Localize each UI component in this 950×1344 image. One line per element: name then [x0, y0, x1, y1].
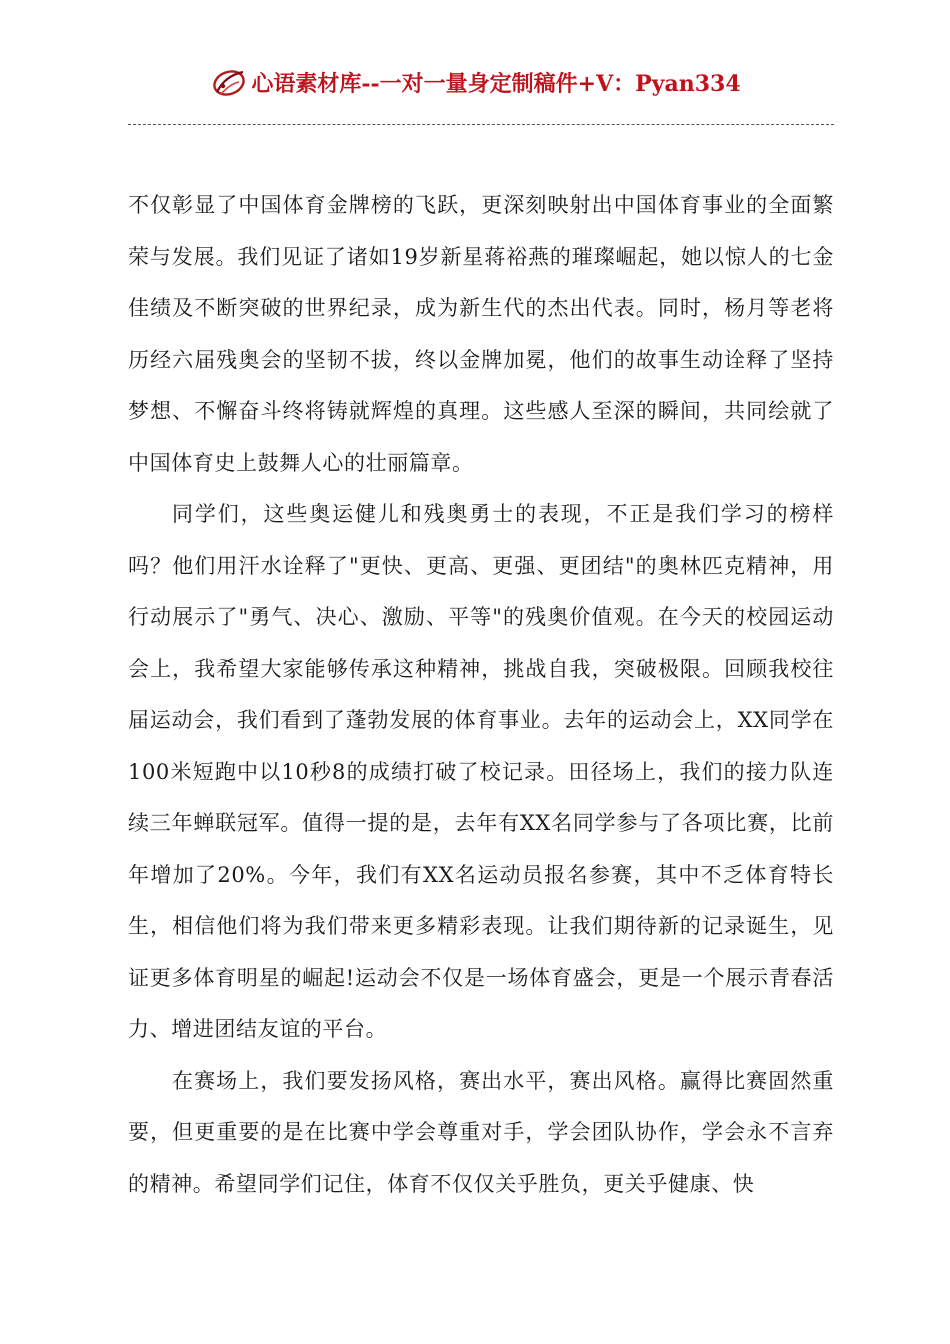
red-swirl-logo-icon [209, 62, 249, 102]
page-header [0, 58, 950, 106]
header-tagline: --一对一量身定制稿件+V：Pyan334 [361, 70, 741, 97]
paragraph: 不仅彰显了中国体育金牌榜的飞跃，更深刻映射出中国体育事业的全面繁荣与发展。我们见证了诸如19岁新星蒋裕燕的璀璨崛起，她以惊人的七金佳绩及不断突破的世界纪录，成为新生代的杰出代表。同时，杨月等老将历经六届残奥会的坚韧不拔，终以金牌加冕，他们的故事生动诠释了坚持梦想、不懈奋斗终将铸就辉煌的真理。这些感人至深的瞬间，共同绘就了中国体育史上鼓舞人心的壮丽篇章。 [128, 193, 834, 475]
brand-name: 心语素材库 [251, 70, 362, 97]
body-text [128, 180, 834, 1210]
header-divider [128, 124, 834, 125]
paragraph: 同学们，这些奥运健儿和残奥勇士的表现，不正是我们学习的榜样吗？他们用汗水诠释了"更快、更高、更强、更团结"的奥林匹克精神，用行动展示了"勇气、决心、激励、平等"的残奥价值观。在今天的校园运动会上，我希望大家能够传承这种精神，挑战自我，突破极限。回顾我校往届运动会，我们看到了蓬勃发展的体育事业。去年的运动会上，XX同学在100米短跑中以10秒8的成绩打破了校记录。田径场上，我们的接力队连续三年蝉联冠军。值得一提的是，去年有XX名同学参与了各项比赛，比前年增加了20%。今年，我们有XX名运动员报名参赛，其中不乏体育特长生，相信他们将为我们带来更多精彩表现。让我们期待新的记录诞生，见证更多体育明星的崛起!运动会不仅是一场体育盛会，更是一个展示青春活力、增进团结友谊的平台。 [128, 502, 834, 1041]
paragraph: 在赛场上，我们要发扬风格，赛出水平，赛出风格。赢得比赛固然重要，但更重要的是在比赛中学会尊重对手，学会团队协作，学会永不言弃的精神。希望同学们记住，体育不仅仅关乎胜负，更关乎健康、快 [128, 1068, 834, 1196]
